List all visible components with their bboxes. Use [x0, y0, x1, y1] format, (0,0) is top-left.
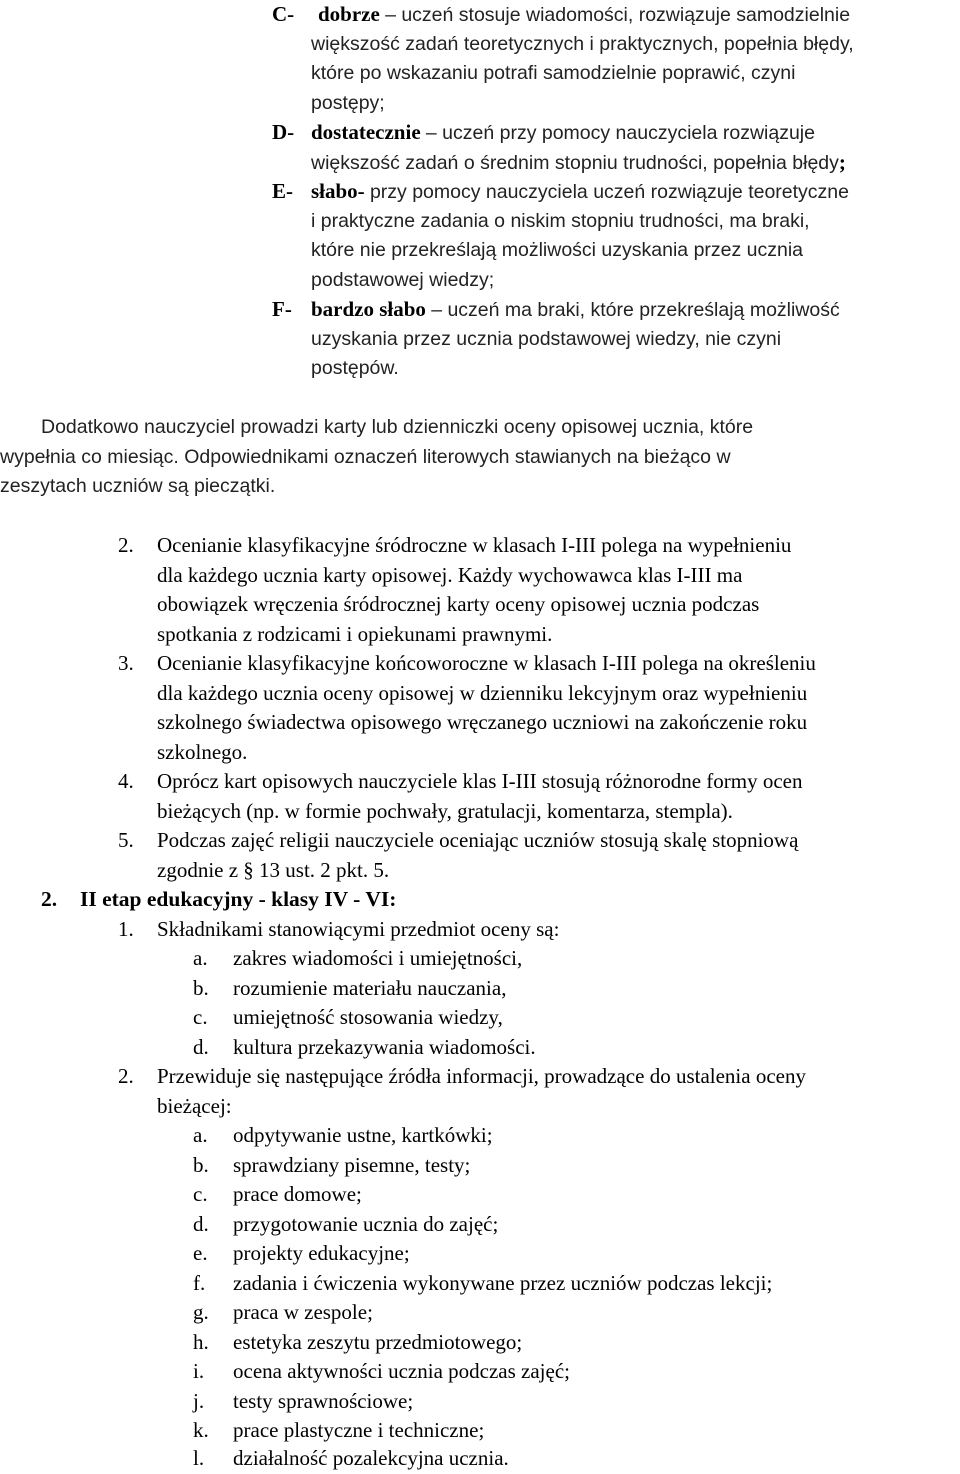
grade-d-line-2: większość zadań o średnim stopniu trudności, popełnia błędy;	[311, 149, 846, 174]
sub2-item-a: odpytywanie ustne, kartkówki;	[233, 1123, 493, 1147]
item-3-line-3: szkolnego świadectwa opisowego wręczanego uczniowi na zakończenie roku	[157, 710, 808, 734]
sub2-letter-g: g.	[193, 1300, 209, 1324]
sub2-item-b: sprawdziany pisemne, testy;	[233, 1152, 471, 1177]
subsection-2-title-line-1: Przewiduje się następujące źródła informacji, prowadzące do ustalenia oceny	[157, 1064, 806, 1088]
subsection-2-title-line-2: bieżącej:	[157, 1093, 232, 1118]
sub2-item-c: prace domowe;	[233, 1182, 362, 1206]
grade-f-line-2: uzyskania przez ucznia podstawowej wiedzy, nie czyni	[311, 327, 782, 350]
grade-f-line-3: postępów.	[311, 357, 399, 379]
paragraph-line-1: Dodatkowo nauczyciel prowadzi karty lub dzienniczki oceny opisowej ucznia, które	[41, 416, 754, 438]
list-number-3: 3.	[118, 651, 134, 675]
heading-number-2: 2.	[41, 887, 58, 911]
item-3-line-2: dla każdego ucznia oceny opisowej w dzienniku lekcyjnym oraz wypełnieniu	[157, 680, 808, 705]
grade-e-line-4: podstawowej wiedzy;	[311, 268, 495, 291]
sub1-letter-c: c.	[193, 1005, 208, 1029]
sub1-item-a: zakres wiadomości i umiejętności,	[233, 946, 523, 970]
sub2-letter-d: d.	[193, 1211, 209, 1236]
sub2-letter-i: i.	[193, 1359, 205, 1383]
sub1-letter-b: b.	[193, 975, 209, 1000]
list-number-4: 4.	[118, 769, 134, 793]
subsection-1-number: 1.	[118, 916, 134, 941]
sub2-item-e: projekty edukacyjne;	[233, 1241, 410, 1265]
sub1-letter-d: d.	[193, 1034, 209, 1059]
item-5-line-2: zgodnie z § 13 ust. 2 pkt. 5.	[157, 857, 390, 882]
section-sign-symbol: §	[243, 857, 254, 882]
grade-letter-c: C-	[272, 2, 295, 26]
sub2-letter-f: f.	[193, 1270, 206, 1295]
grade-letter-f: F-	[272, 297, 292, 321]
sub2-item-d: przygotowanie ucznia do zajęć;	[233, 1211, 499, 1236]
grade-e-line-1: słabo- przy pomocy nauczyciela uczeń rozwiązuje teoretyczne	[311, 179, 849, 203]
grade-letter-d: D-	[272, 120, 295, 144]
grade-c-line-3: które po wskazaniu potrafi samodzielnie poprawić, czyni	[311, 62, 796, 84]
item-2-line-4: spotkania z rodzicami i opiekunami prawnymi.	[157, 621, 553, 646]
sub1-letter-a: a.	[193, 946, 208, 970]
sub2-item-g: praca w zespole;	[233, 1300, 373, 1324]
subsection-2-number: 2.	[118, 1064, 134, 1088]
grade-c-line-4: postępy;	[311, 91, 385, 114]
sub1-item-b: rozumienie materiału nauczania,	[233, 975, 507, 1000]
grade-d-line-1: dostatecznie – uczeń przy pomocy nauczyciela rozwiązuje	[311, 120, 815, 144]
item-2-line-2: dla każdego ucznia karty opisowej. Każdy wychowawca klas I-III ma	[157, 562, 743, 587]
sub2-item-l: działalność pozalekcyjna ucznia.	[233, 1446, 509, 1470]
grade-e-line-2: i praktyczne zadania o niskim stopniu trudności, ma braki,	[311, 209, 810, 232]
sub2-letter-e: e.	[193, 1241, 208, 1265]
sub2-item-f: zadania i ćwiczenia wykonywane przez uczniów podczas lekcji;	[233, 1270, 773, 1295]
sub2-item-j: testy sprawnościowe;	[233, 1388, 414, 1413]
item-3-line-4: szkolnego.	[157, 739, 248, 764]
sub2-letter-b: b.	[193, 1152, 209, 1177]
sub2-letter-j: j.	[193, 1388, 205, 1413]
sub2-letter-a: a.	[193, 1123, 208, 1147]
sub1-item-c: umiejętność stosowania wiedzy,	[233, 1005, 503, 1029]
grade-letter-e: E-	[272, 179, 293, 203]
grade-c-line-2: większość zadań teoretycznych i praktycznych, popełnia błędy,	[311, 32, 854, 55]
item-5-line-1: Podczas zajęć religii nauczyciele oceniając uczniów stosują skalę stopniową	[157, 828, 799, 852]
grade-f-line-1: bardzo słabo – uczeń ma braki, które przekreślają możliwość	[311, 297, 840, 321]
grade-term-bardzo-slabo: bardzo słabo	[311, 297, 426, 321]
sub2-letter-c: c.	[193, 1182, 208, 1206]
grade-term-dostatecznie: dostatecznie	[311, 120, 421, 144]
item-3-line-1: Ocenianie klasyfikacyjne końcoworoczne w klasach I-III polega na określeniu	[157, 651, 816, 675]
grade-c-line-1: dobrze – uczeń stosuje wiadomości, rozwiązuje samodzielnie	[318, 2, 851, 26]
sub2-letter-l: l.	[193, 1446, 205, 1470]
grade-term-dobrze: dobrze	[318, 2, 380, 26]
sub2-item-k: prace plastyczne i techniczne;	[233, 1418, 485, 1442]
item-2-line-1: Ocenianie klasyfikacyjne śródroczne w klasach I-III polega na wypełnieniu	[157, 533, 792, 557]
sub2-item-i: ocena aktywności ucznia podczas zajęć;	[233, 1359, 570, 1383]
item-4-line-2: bieżących (np. w formie pochwały, gratulacji, komentarza, stempla).	[157, 798, 733, 823]
sub2-letter-k: k.	[193, 1418, 209, 1442]
item-4-line-1: Oprócz kart opisowych nauczyciele klas I-III stosują różnorodne formy ocen	[157, 769, 803, 793]
paragraph-line-2: wypełnia co miesiąc. Odpowiednikami oznaczeń literowych stawianych na bieżąco w	[0, 445, 731, 468]
list-number-5: 5.	[118, 828, 134, 852]
grade-e-line-3: które nie przekreślają możliwości uzyskania przez ucznia	[311, 239, 804, 261]
paragraph-line-3: zeszytach uczniów są pieczątki.	[0, 475, 276, 497]
heading-title: II etap edukacyjny - klasy IV - VI:	[80, 887, 397, 911]
item-2-line-3: obowiązek wręczenia śródrocznej karty oceny opisowej ucznia podczas	[157, 592, 760, 616]
sub1-item-d: kultura przekazywania wiadomości.	[233, 1034, 536, 1059]
grade-term-slabo: słabo-	[311, 179, 365, 203]
subsection-1-title: Składnikami stanowiącymi przedmiot oceny są:	[157, 916, 560, 941]
list-number-2: 2.	[118, 533, 134, 557]
sub2-item-h: estetyka zeszytu przedmiotowego;	[233, 1329, 523, 1354]
sub2-letter-h: h.	[193, 1329, 209, 1354]
